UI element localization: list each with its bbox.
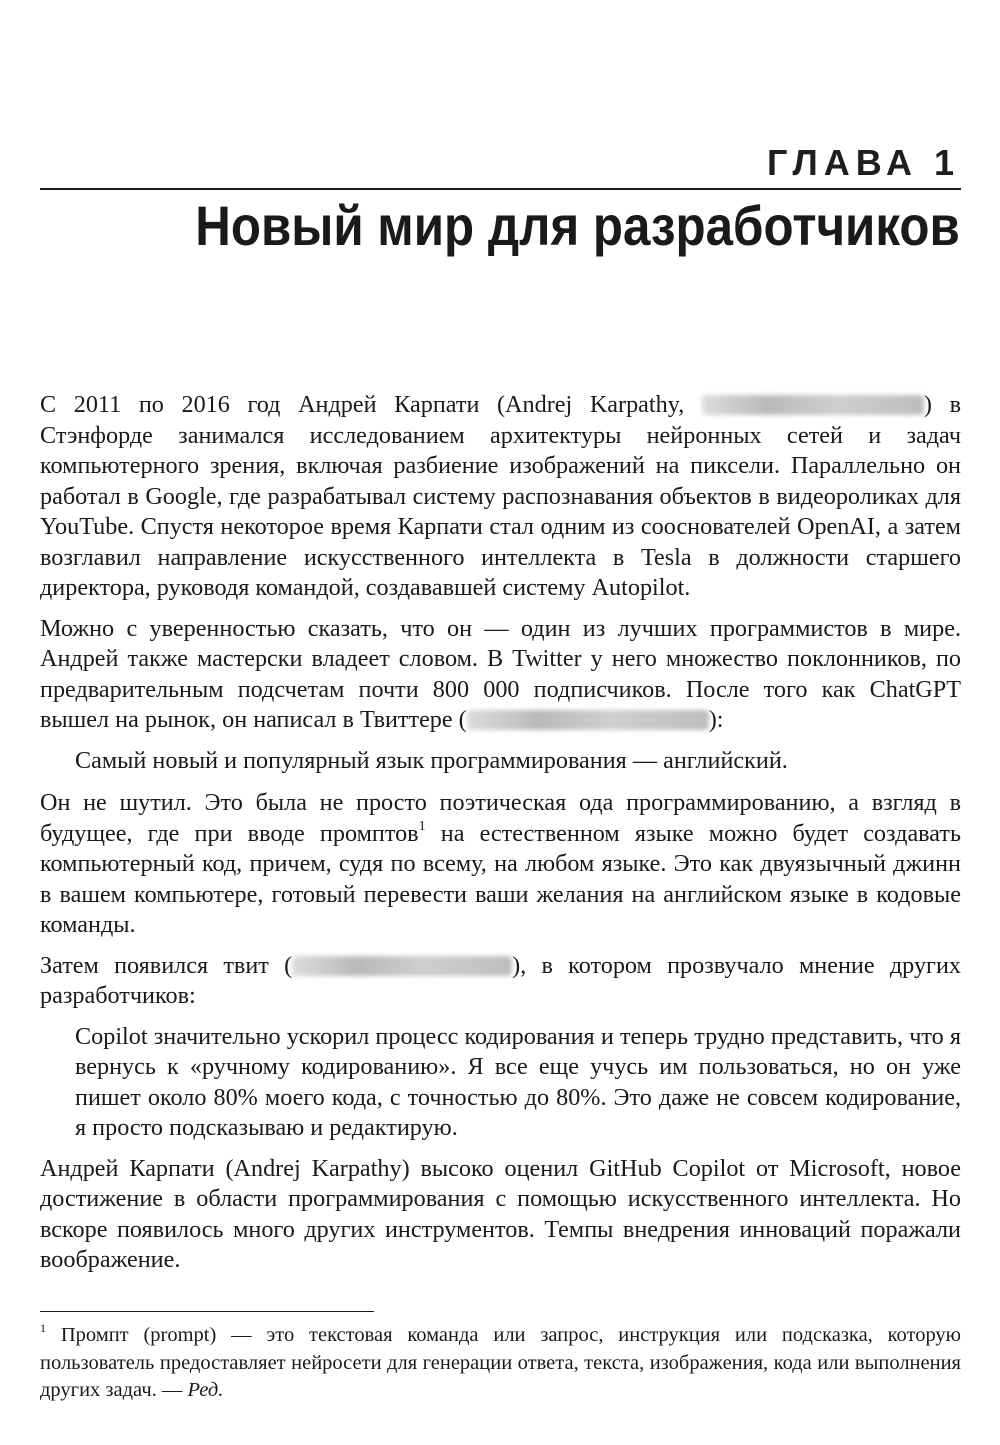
- paragraph-3: [40, 788, 961, 941]
- paragraph-1-text-a: С 2011 по 2016 год Андрей Карпати (Andrej Karpathy,: [40, 391, 702, 418]
- paragraph-5: Андрей Карпати (Andrej Karpathy) высоко оценил GitHub Copilot от Microsoft, новое достижение в области программирования с помощью искусственного интеллекта. Но вскоре появилось много других инструментов. Темпы внедрения инноваций поражали воображение.: [40, 1154, 961, 1273]
- tweet-quote-2: Copilot значительно ускорил процесс кодирования и теперь трудно представить, что я вернусь к «ручному кодированию». Я все еще учусь им пользоваться, но он уже пишет около 80% моего кода, с точностью до 80%. Это даже не совсем кодирование, я просто подсказываю и редактирую.: [75, 1022, 961, 1141]
- blurred-link[interactable]: [702, 395, 924, 415]
- paragraph-2-text-b: ):: [708, 706, 724, 733]
- paragraph-3-text-b: на естественном языке можно будет создавать компьютерный код, причем, судя по всему, на любом языке. Это как двуязычный джинн в вашем компьютере, готовый перевести ваши желания на английском языке в кодовые команды.: [40, 819, 961, 938]
- footnote-editor: Ред.: [187, 1379, 224, 1401]
- chapter-title: Новый мир для разработчиков: [195, 194, 960, 257]
- paragraph-4-text-a: Затем появился твит (: [40, 951, 293, 979]
- paragraph-3-text-a: Он не шутил. Это была не просто поэтическая ода программированию, а взгляд в будущее, где при вводе промптов: [40, 789, 961, 847]
- footnote-reference[interactable]: 1: [418, 818, 426, 834]
- paragraph-1: [40, 390, 961, 604]
- paragraph-2: [40, 614, 961, 736]
- blurred-link[interactable]: [292, 956, 512, 976]
- footnote-text: Промпт (prompt) — это текстовая команда или запрос, инструкция или подсказка, которую пользователь предоставляет нейросети для генерации ответа, текста, изображения, кода или выполнения других задач. —: [40, 1324, 961, 1401]
- tweet-quote-1: Самый новый и популярный язык программирования — английский.: [75, 746, 788, 774]
- chapter-body: [40, 390, 961, 1286]
- footnote: [40, 1322, 961, 1405]
- chapter-rule: [40, 188, 961, 190]
- blurred-link[interactable]: [467, 710, 709, 730]
- chapter-label: ГЛАВА 1: [767, 142, 960, 183]
- paragraph-4: [40, 951, 961, 1012]
- paragraph-4-text-b: ), в котором прозвучало мнение других разработчиков:: [40, 951, 961, 1009]
- paragraph-2-text-a: Можно с уверенностью сказать, что он — один из лучших программистов в мире. Андрей также мастерски владеет словом. В Twitter у него множество поклонников, по предварительным подсчетам почти 800 000 подписчиков. После того как ChatGPT вышел на рынок, он написал в Твиттере (: [40, 614, 961, 733]
- paragraph-1-text-b: ) в Стэнфорде занимался исследованием архитектуры нейронных сетей и задач компьютерного зрения, включая разбиение изображений на пиксели. Параллельно он работал в Google, где разрабатывал систему распознавания объектов в видеороликах для YouTube. Спустя некоторое время Карпати стал одним из сооснователей OpenAI, а затем возглавил направление искусственного интеллекта в Tesla в должности старшего директора, руководя командой, создававшей систему Autopilot.: [40, 391, 961, 601]
- footnote-mark: 1: [40, 1321, 46, 1335]
- footnote-rule: [40, 1311, 374, 1312]
